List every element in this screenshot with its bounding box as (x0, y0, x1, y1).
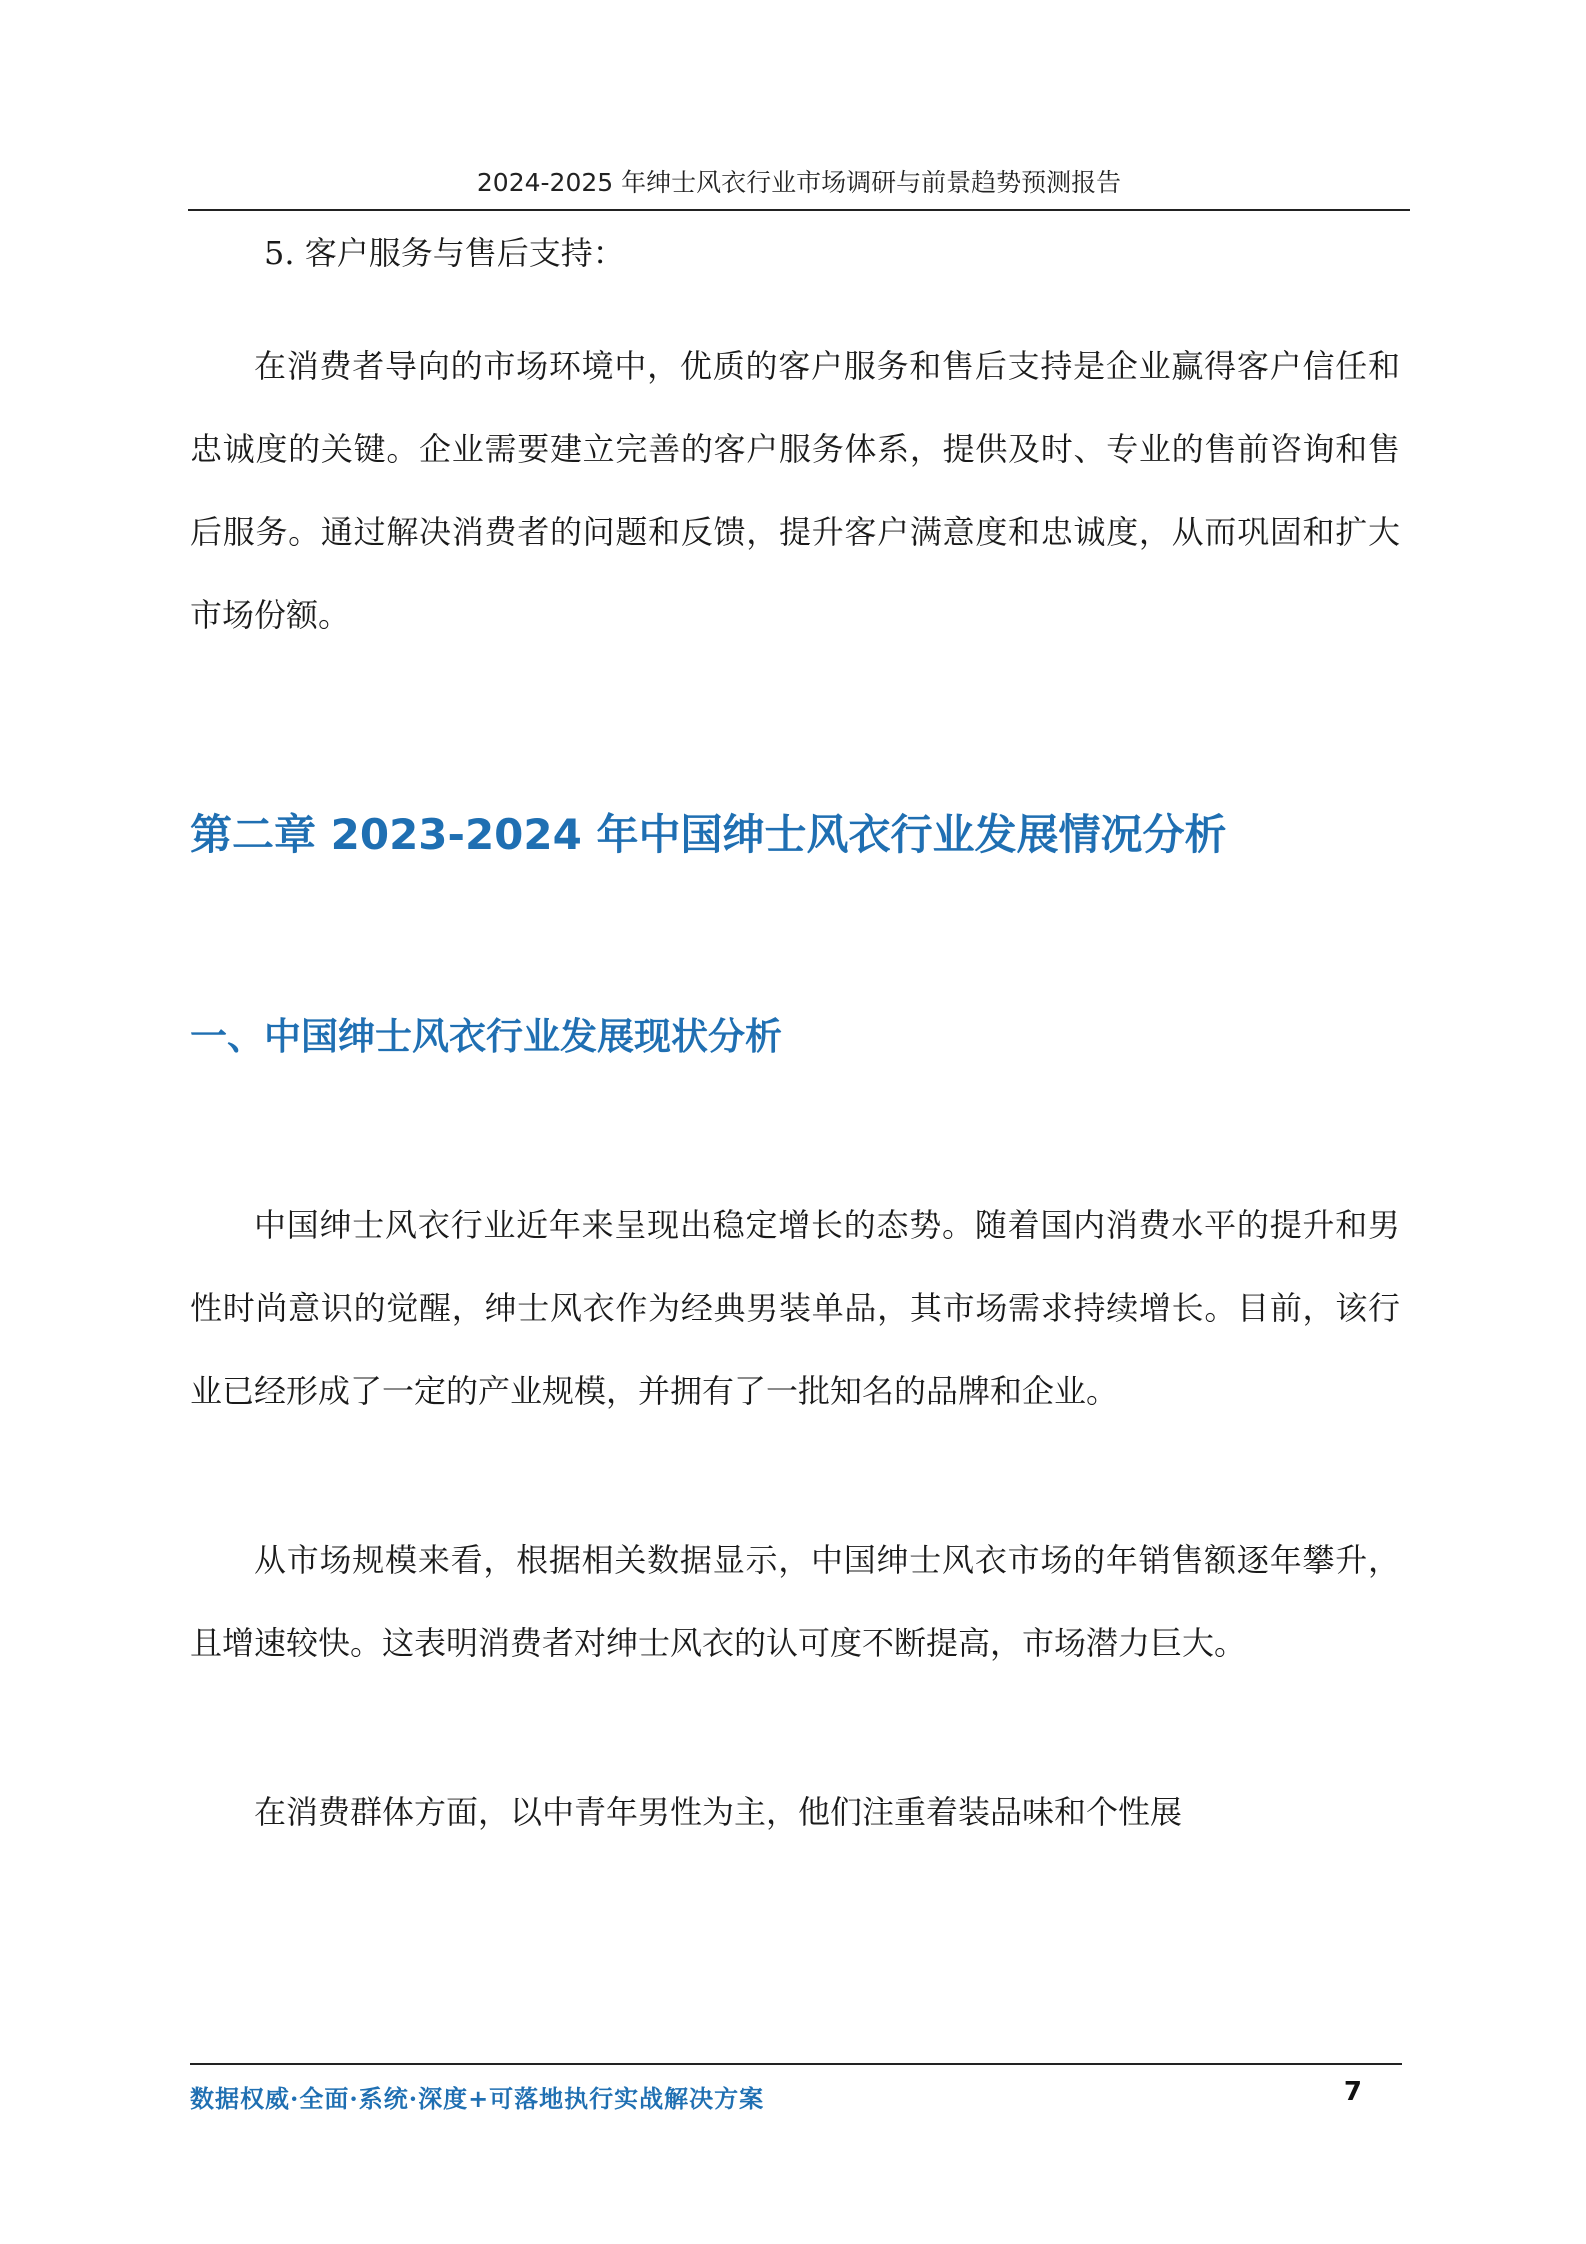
paragraph-customer-service: 在消费者导向的市场环境中，优质的客户服务和售后支持是企业赢得客户信任和忠诚度的关键。企业需要建立完善的客户服务体系，提供及时、专业的售前咨询和售后服务。通过解决消费者的问题和反馈，提升客户满意度和忠诚度，从而巩固和扩大市场份额。 (190, 347, 1400, 634)
section-title: 一、中国绅士风衣行业发展现状分析 (190, 1015, 782, 1058)
page-header (188, 165, 1410, 211)
footer-slogan: 数据权威·全面·系统·深度+可落地执行实战解决方案 (190, 2084, 765, 2113)
report-title: 2024-2025 年绅士风衣行业市场调研与前景趋势预测报告 (476, 168, 1122, 197)
page-number: 7 (1343, 2077, 1362, 2107)
page-footer (190, 2063, 1402, 2113)
paragraph-market-size: 从市场规模来看，根据相关数据显示，中国绅士风衣市场的年销售额逐年攀升，且增速较快。这表明消费者对绅士风衣的认可度不断提高，市场潜力巨大。 (190, 1541, 1400, 1662)
paragraph-consumer-group: 在消费群体方面，以中青年男性为主，他们注重着装品味和个性展 (254, 1793, 1183, 1831)
item-heading-customer-service: 5. 客户服务与售后支持： (264, 234, 625, 272)
chapter-title: 第二章 2023-2024 年中国绅士风衣行业发展情况分析 (190, 810, 1227, 859)
paragraph-industry-status: 中国绅士风衣行业近年来呈现出稳定增长的态势。随着国内消费水平的提升和男性时尚意识的觉醒，绅士风衣作为经典男装单品，其市场需求持续增长。目前，该行业已经形成了一定的产业规模，并拥有了一批知名的品牌和企业。 (190, 1206, 1400, 1410)
page-content (190, 225, 1400, 1854)
